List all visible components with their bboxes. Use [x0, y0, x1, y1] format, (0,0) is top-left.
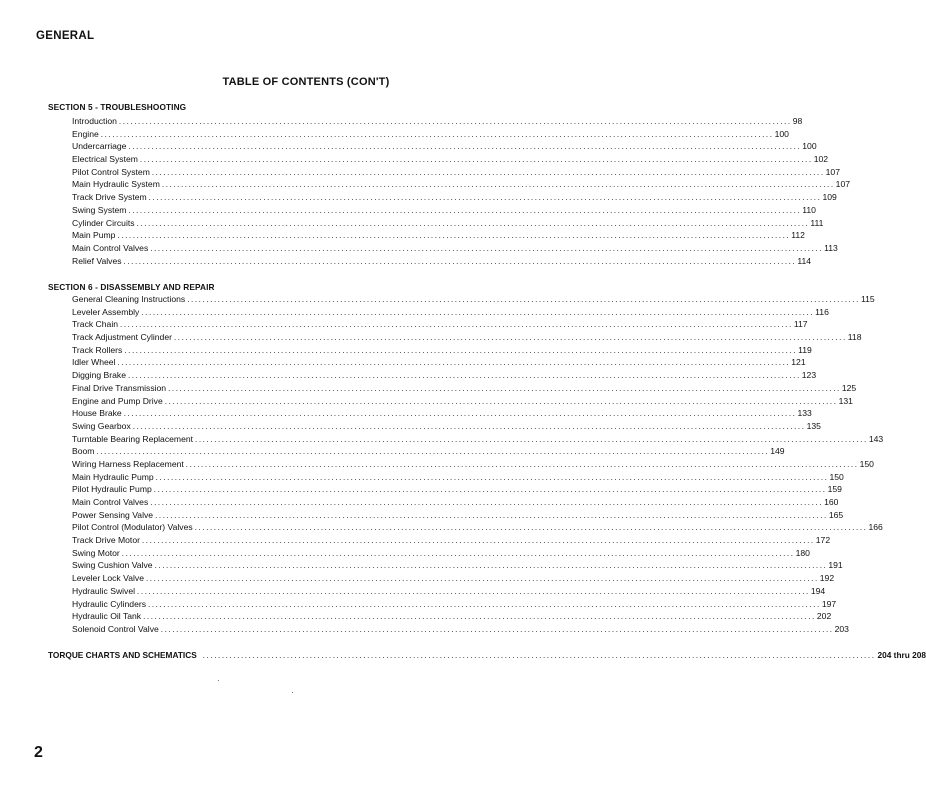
toc-entry-label: Track Adjustment Cylinder: [72, 332, 172, 343]
toc-entry-label: Cylinder Circuits: [72, 217, 135, 228]
section-5-entries: [72, 115, 851, 267]
toc-entry-label: Idler Wheel: [72, 357, 116, 368]
toc-entry[interactable]: [72, 395, 853, 408]
torque-charts-pages: 204 thru 208: [877, 650, 926, 660]
toc-entry-page: 160: [824, 497, 839, 507]
toc-entry[interactable]: [72, 344, 812, 357]
dot-leader: ................................................................................................................................................................................: [136, 218, 810, 228]
toc-entry-page: 133: [797, 408, 812, 419]
scan-speck: [218, 680, 219, 681]
toc-entry-label: Pilot Hydraulic Pump: [72, 484, 152, 495]
dot-leader: ................................................................................................................................................................................: [128, 142, 802, 152]
dot-leader: ................................................................................................................................................................................: [127, 371, 801, 381]
toc-entry[interactable]: [72, 382, 857, 395]
toc-entry[interactable]: [72, 433, 884, 446]
section-header: GENERAL: [36, 30, 95, 42]
dot-leader: ................................................................................................................................................................................: [148, 599, 821, 609]
dot-leader: ................................................................................................................................................................................: [155, 472, 829, 482]
toc-entry[interactable]: [72, 483, 842, 496]
toc-entry-page: 143: [868, 433, 884, 444]
toc-entry-page: 197: [821, 598, 837, 609]
dot-leader: ................................................................................................................................................................................: [117, 231, 791, 241]
dot-leader: ................................................................................................................................................................................: [148, 193, 822, 203]
toc-entry-page: 194: [810, 585, 826, 596]
toc-entry-page: 112: [791, 230, 805, 241]
toc-entry[interactable]: [72, 191, 837, 204]
toc-entry-label: Track Chain: [72, 319, 119, 330]
toc-entry-page: 107: [835, 179, 851, 190]
toc-entry-page: 117: [793, 319, 808, 330]
dot-leader: ................................................................................................................................................................................: [153, 485, 827, 495]
dot-leader: ................................................................................................................................................................................: [168, 383, 841, 393]
dot-leader: ................................................................................................................................................................................: [202, 651, 876, 660]
dot-leader: ................................................................................................................................................................................: [164, 396, 838, 406]
toc-entry-page: 116: [815, 306, 829, 317]
toc-entry-page: 192: [819, 573, 835, 584]
dot-leader: ................................................................................................................................................................................: [160, 624, 834, 634]
toc-entry-label: Undercarriage: [72, 141, 127, 152]
toc-entry[interactable]: [72, 445, 785, 458]
dot-leader: ................................................................................................................................................................................: [96, 447, 770, 457]
toc-entry[interactable]: [72, 306, 829, 319]
toc-entry-label: Track Rollers: [72, 344, 123, 355]
toc-entry-page: 114: [797, 255, 812, 266]
toc-entry-page: 102: [813, 154, 829, 165]
toc-entry-label: Main Hydraulic System: [72, 179, 160, 190]
section-6-heading: SECTION 6 - DISASSEMBLY AND REPAIR: [48, 282, 215, 292]
toc-entry-label: House Brake: [72, 408, 122, 419]
toc-entry-label: Final Drive Transmission: [72, 382, 167, 393]
toc-entry[interactable]: [72, 598, 837, 611]
dot-leader: ................................................................................................................................................................................: [185, 459, 859, 469]
toc-entry-label: Solenoid Control Valve: [72, 623, 159, 634]
dot-leader: ................................................................................................................................................................................: [100, 129, 774, 139]
toc-entry-page: 202: [816, 611, 832, 622]
toc-entry-label: Swing Cushion Valve: [72, 560, 153, 571]
toc-entry-page: 180: [795, 547, 810, 558]
toc-entry-label: Digging Brake: [72, 370, 126, 381]
dot-leader: ................................................................................................................................................................................: [194, 523, 868, 533]
toc-entry-page: 135: [806, 420, 821, 431]
toc-entry-page: 125: [841, 382, 857, 393]
dot-leader: ................................................................................................................................................................................: [145, 574, 819, 584]
dot-leader: ................................................................................................................................................................................: [154, 561, 828, 571]
dot-leader: ................................................................................................................................................................................: [161, 180, 835, 190]
toc-entry-page: 100: [774, 128, 789, 139]
page-number: 2: [34, 744, 43, 761]
dot-leader: ................................................................................................................................................................................: [150, 498, 824, 507]
toc-entry-page: 123: [801, 370, 817, 381]
dot-leader: ................................................................................................................................................................................: [118, 117, 792, 126]
toc-entry[interactable]: [72, 572, 835, 585]
toc-entry[interactable]: [72, 559, 843, 572]
toc-entry-label: Main Hydraulic Pump: [72, 471, 154, 482]
toc-entry[interactable]: [72, 204, 816, 217]
toc-entry[interactable]: [72, 420, 821, 433]
toc-entry-page: 149: [770, 446, 785, 457]
dot-leader: ................................................................................................................................................................................: [151, 167, 825, 177]
toc-entry-label: Engine: [72, 128, 99, 139]
toc-entry-page: 109: [822, 192, 837, 203]
toc-entry[interactable]: [72, 458, 874, 471]
dot-leader: ................................................................................................................................................................................: [150, 243, 824, 253]
toc-entry[interactable]: [72, 356, 806, 369]
dot-leader: ................................................................................................................................................................................: [143, 612, 816, 622]
toc-entry-page: 113: [824, 242, 838, 253]
toc-entry[interactable]: [72, 128, 789, 141]
toc-entry-label: Swing System: [72, 204, 127, 215]
toc-entry[interactable]: [72, 369, 817, 382]
dot-leader: ................................................................................................................................................................................: [132, 421, 806, 431]
toc-entry-label: Turntable Bearing Replacement: [72, 433, 194, 444]
toc-entry-label: Main Pump: [72, 230, 116, 241]
dot-leader: ................................................................................................................................................................................: [124, 345, 798, 355]
toc-entry[interactable]: [72, 255, 812, 268]
toc-entry-label: Power Sensing Valve: [72, 509, 154, 520]
toc-entry-page: 172: [815, 535, 831, 546]
toc-entry-label: Swing Motor: [72, 547, 120, 558]
toc-entry-page: 100: [802, 141, 817, 152]
toc-entry-label: Hydraulic Swivel: [72, 585, 136, 596]
dot-leader: ................................................................................................................................................................................: [155, 510, 828, 520]
toc-entry-label: Main Control Valves: [72, 497, 149, 507]
toc-entry-label: Wiring Harness Replacement: [72, 458, 184, 469]
section-6-entries: [72, 293, 884, 636]
toc-entry-page: 118: [847, 332, 862, 343]
toc-entry-label: Hydraulic Oil Tank: [72, 611, 142, 622]
toc-entry[interactable]: [72, 585, 826, 598]
toc-entry[interactable]: [72, 547, 810, 560]
toc-entry-page: 115: [861, 294, 875, 304]
dot-leader: ................................................................................................................................................................................: [141, 536, 815, 546]
torque-charts-label: TORQUE CHARTS AND SCHEMATICS: [48, 650, 197, 660]
toc-entry[interactable]: [72, 140, 817, 153]
toc-entry-label: Leveler Assembly: [72, 306, 140, 317]
toc-entry-page: 119: [798, 344, 812, 355]
toc-entry[interactable]: [72, 521, 883, 534]
toc-entry[interactable]: [72, 166, 840, 179]
toc-entry-page: 191: [828, 560, 843, 571]
dot-leader: ................................................................................................................................................................................: [117, 358, 791, 368]
toc-entry-label: Main Control Valves: [72, 242, 149, 253]
toc-entry-page: 203: [834, 623, 849, 634]
dot-leader: ................................................................................................................................................................................: [173, 333, 847, 343]
toc-entry-page: 159: [827, 484, 842, 495]
toc-entry[interactable]: [72, 534, 831, 547]
toc-entry[interactable]: [72, 115, 803, 128]
toc-entry[interactable]: [72, 623, 849, 636]
dot-leader: ................................................................................................................................................................................: [139, 155, 813, 165]
toc-entry-page: 98: [792, 116, 803, 126]
toc-entry-label: Track Drive Motor: [72, 535, 140, 546]
toc-entry-label: Track Drive System: [72, 192, 147, 203]
dot-leader: ................................................................................................................................................................................: [195, 434, 868, 444]
toc-entry[interactable]: [72, 471, 844, 484]
toc-entry[interactable]: [72, 509, 844, 522]
toc-entry-label: Leveler Lock Valve: [72, 573, 144, 584]
toc-entry[interactable]: [72, 229, 805, 242]
toc-entry[interactable]: [72, 242, 838, 255]
dot-leader: ................................................................................................................................................................................: [121, 548, 795, 558]
dot-leader: ................................................................................................................................................................................: [137, 586, 810, 596]
toc-entry-label: Pilot Control System: [72, 166, 150, 177]
section-5-heading: SECTION 5 - TROUBLESHOOTING: [48, 102, 187, 112]
dot-leader: ................................................................................................................................................................................: [141, 307, 815, 317]
toc-entry[interactable]: [72, 610, 832, 623]
toc-entry[interactable]: [72, 318, 808, 331]
toc-entry[interactable]: [72, 153, 829, 166]
dot-leader: ................................................................................................................................................................................: [123, 409, 797, 419]
toc-entry[interactable]: [72, 407, 812, 420]
toc-entry[interactable]: [72, 496, 839, 509]
toc-entry-page: 111: [810, 217, 824, 228]
toc-entry-label: Pilot Control (Modulator) Valves: [72, 522, 193, 533]
dot-leader: ................................................................................................................................................................................: [187, 295, 861, 304]
toc-entry[interactable]: [72, 293, 875, 306]
toc-entry-page: 131: [838, 395, 853, 406]
dot-leader: ................................................................................................................................................................................: [123, 256, 797, 266]
toc-entry-label: Relief Valves: [72, 255, 122, 266]
toc-entry-label: Engine and Pump Drive: [72, 395, 163, 406]
toc-entry-page: 121: [791, 357, 806, 368]
toc-entry-label: Introduction: [72, 116, 117, 126]
toc-entry-label: Boom: [72, 446, 95, 457]
toc-entry-page: 165: [828, 509, 844, 520]
toc-entry-label: Electrical System: [72, 154, 138, 165]
toc-entry-page: 150: [829, 471, 844, 482]
toc-entry-label: Swing Gearbox: [72, 420, 131, 431]
toc-entry-page: 107: [825, 166, 840, 177]
dot-leader: ................................................................................................................................................................................: [120, 320, 793, 330]
toc-entry[interactable]: [72, 331, 862, 344]
toc-entry[interactable]: [72, 178, 851, 191]
toc-entry-page: 110: [802, 204, 816, 215]
toc-entry-page: 166: [868, 522, 883, 533]
torque-charts-entry[interactable]: [48, 650, 926, 660]
dot-leader: ................................................................................................................................................................................: [128, 205, 802, 215]
toc-entry-page: 150: [859, 458, 874, 469]
toc-entry-label: Hydraulic Cylinders: [72, 598, 147, 609]
scan-speck: [292, 692, 293, 693]
page-title: TABLE OF CONTENTS (CON'T): [222, 76, 390, 88]
toc-entry-label: General Cleaning Instructions: [72, 294, 186, 304]
toc-entry[interactable]: [72, 217, 824, 230]
